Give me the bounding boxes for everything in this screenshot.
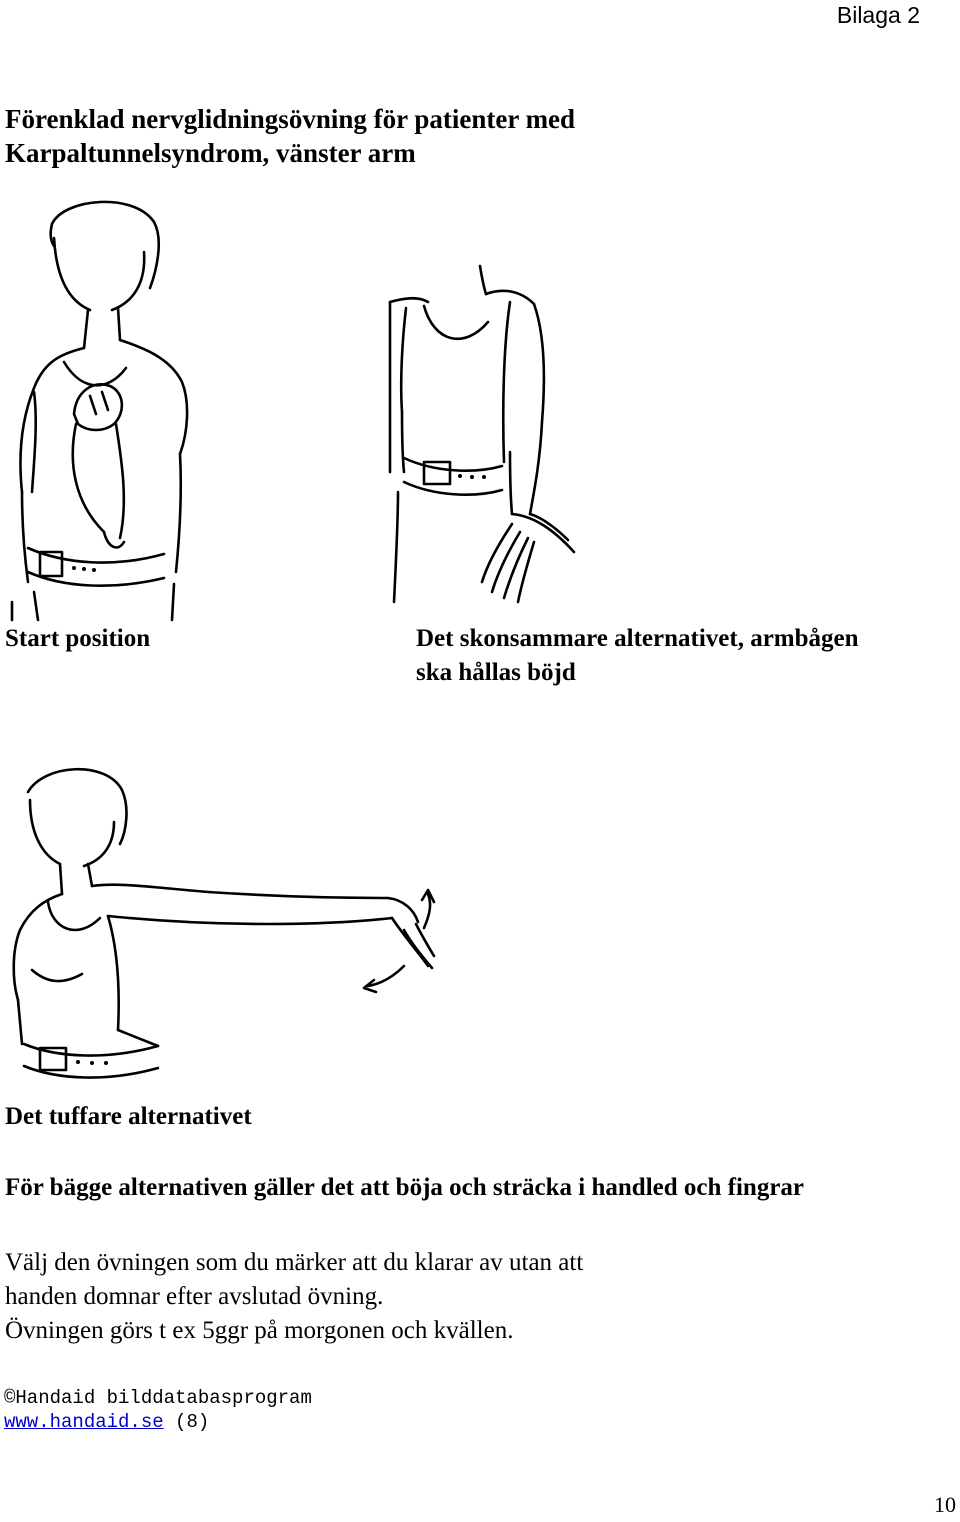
copyright-text: ©Handaid bilddatabasprogram <box>4 1387 312 1409</box>
page-title <box>5 102 905 170</box>
caption-tougher-alternative: Det tuffare alternativet <box>5 1103 252 1130</box>
instruction-bold: För bägge alternativen gäller det att böja och sträcka i handled och fingrar <box>5 1174 805 1201</box>
handaid-link[interactable]: www.handaid.se <box>4 1411 164 1433</box>
instruction-body <box>5 1246 905 1348</box>
caption-gentle-alternative <box>416 622 956 690</box>
footer-link-line <box>4 1410 312 1434</box>
woman-arm-outstretched-wrist-flex-illustration <box>8 760 438 1090</box>
woman-fist-at-shoulder-illustration <box>4 192 204 620</box>
copyright-block <box>4 1386 312 1434</box>
instruction-line-3: Övningen görs t ex 5ggr på morgonen och kvällen. <box>5 1317 514 1344</box>
title-line-1: Förenklad nervglidningsövning för patienter med <box>5 104 576 134</box>
instruction-line-2: handen domnar efter avslutad övning. <box>5 1283 384 1310</box>
page-number: 10 <box>934 1492 956 1517</box>
title-line-2: Karpaltunnelsyndrom, vänster arm <box>5 138 416 168</box>
footer-ref: (8) <box>163 1411 210 1433</box>
caption-start-position: Start position <box>5 625 151 652</box>
caption-gentle-line-1: Det skonsammare alternativet, armbågen <box>416 625 859 652</box>
appendix-label: Bilaga 2 <box>836 2 920 28</box>
caption-gentle-line-2: ska hållas böjd <box>416 659 576 686</box>
woman-arm-bent-hand-extended-illustration <box>384 262 584 616</box>
instruction-line-1: Välj den övningen som du märker att du klarar av utan att <box>5 1249 584 1276</box>
